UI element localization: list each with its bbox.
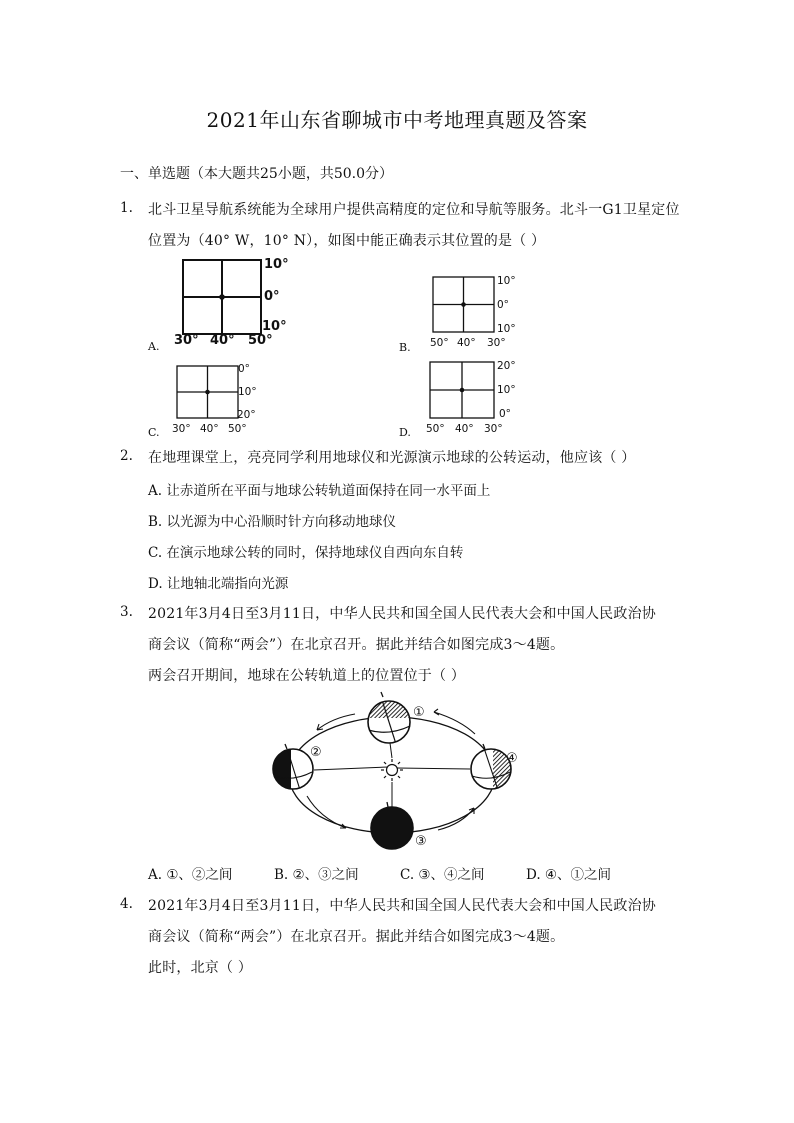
grid-d-lon-mid: 40°	[455, 423, 474, 435]
question-2-text: 在地理课堂上，亮亮同学利用地球仪和光源演示地球的公转运动，他应该（ ）	[148, 450, 636, 466]
orbit-label-3: ③	[415, 834, 427, 849]
option-c-diagram	[174, 364, 246, 422]
grid-c-lon-left: 30°	[172, 423, 191, 435]
option-d-letter: D.	[399, 426, 411, 439]
orbit-label-2: ②	[310, 745, 322, 760]
question-2-option-b: B. 以光源为中心沿顺时针方向移动地球仪	[148, 514, 397, 530]
orbit-diagram	[262, 690, 534, 852]
earth-position-1	[362, 692, 425, 744]
question-2-number: 2.	[120, 448, 133, 464]
question-1-line1: 北斗卫星导航系统能为全球用户提供高精度的定位和导航等服务。北斗一G1卫星定位	[148, 202, 680, 218]
location-dot	[460, 388, 465, 393]
question-3-option-a: A. ①、②之间	[148, 867, 233, 883]
location-dot	[219, 294, 225, 300]
location-dot	[205, 390, 210, 395]
grid-b-lon-right: 30°	[487, 337, 506, 349]
grid-d-lat-mid: 10°	[497, 384, 516, 396]
question-3-line3: 两会召开期间，地球在公转轨道上的位置位于（ ）	[148, 668, 466, 684]
question-3-number: 3.	[120, 604, 133, 620]
question-2-option-a: A. 让赤道所在平面与地球公转轨道面保持在同一水平面上	[148, 483, 491, 499]
question-4-line1: 2021年3月4日至3月11日，中华人民共和国全国人民代表大会和中国人民政治协	[148, 898, 656, 914]
question-1-line2: 位置为（40° W，10° N），如图中能正确表示其位置的是（ ）	[148, 233, 546, 249]
grid-a-lat-mid: 0°	[264, 289, 280, 304]
option-a-letter: A.	[148, 340, 160, 353]
grid-d-lat-top: 20°	[497, 360, 516, 372]
option-d-diagram	[427, 360, 499, 422]
question-3-line1: 2021年3月4日至3月11日，中华人民共和国全国人民代表大会和中国人民政治协	[148, 606, 656, 622]
earth-position-3	[370, 802, 427, 852]
grid-c-lon-mid: 40°	[200, 423, 219, 435]
grid-b-lat-mid: 0°	[497, 299, 509, 311]
grid-a-lon-mid: 40°	[210, 333, 235, 348]
grid-b-lon-mid: 40°	[457, 337, 476, 349]
grid-b-lon-left: 50°	[430, 337, 449, 349]
orbit-label-1: ①	[413, 705, 425, 720]
question-2-option-c: C. 在演示地球公转的同时，保持地球仪自西向东自转	[148, 545, 464, 561]
question-3-option-b: B. ②、③之间	[274, 867, 359, 883]
grid-b-lat-bottom: 10°	[497, 323, 516, 335]
orbit-label-4: ④	[506, 751, 518, 766]
question-4-number: 4.	[120, 896, 133, 912]
grid-a-lat-top: 10°	[264, 257, 289, 272]
orbit-svg	[262, 690, 534, 852]
grid-b-lat-top: 10°	[497, 275, 516, 287]
sun-icon	[381, 759, 403, 781]
earth-position-2	[267, 744, 322, 795]
question-3-option-c: C. ③、④之间	[400, 867, 485, 883]
earth-position-4	[471, 744, 518, 795]
grid-d-lon-left: 50°	[426, 423, 445, 435]
option-b-letter: B.	[399, 341, 411, 354]
grid-a-lon-right: 50°	[248, 333, 273, 348]
location-dot	[461, 302, 466, 307]
grid-c-lat-top: 0°	[238, 363, 250, 375]
option-b-diagram	[430, 275, 500, 335]
question-3-line2: 商会议（简称“两会”）在北京召开。据此并结合如图完成3～4题。	[148, 637, 565, 653]
grid-d-lon-right: 30°	[484, 423, 503, 435]
grid-d-svg	[427, 360, 499, 422]
grid-c-lat-mid: 10°	[238, 386, 257, 398]
question-3-option-d: D. ④、①之间	[526, 867, 612, 883]
question-2-option-d: D. 让地轴北端指向光源	[148, 576, 289, 592]
grid-b-svg	[430, 275, 500, 335]
grid-d-lat-bottom: 0°	[499, 408, 511, 420]
page-title: 2021年山东省聊城市中考地理真题及答案	[206, 108, 588, 132]
grid-c-lat-bottom: 20°	[237, 409, 256, 421]
section-heading: 一、单选题（本大题共25小题，共50.0分）	[120, 166, 393, 182]
option-c-letter: C.	[148, 426, 160, 439]
grid-a-lat-bottom: 10°	[262, 319, 287, 334]
grid-c-lon-right: 50°	[228, 423, 247, 435]
question-4-line2: 商会议（简称“两会”）在北京召开。据此并结合如图完成3～4题。	[148, 929, 565, 945]
grid-a-lon-left: 30°	[174, 333, 199, 348]
grid-c-svg	[174, 364, 246, 422]
question-1-number: 1.	[120, 200, 133, 216]
question-4-line3: 此时，北京（ ）	[148, 960, 253, 976]
